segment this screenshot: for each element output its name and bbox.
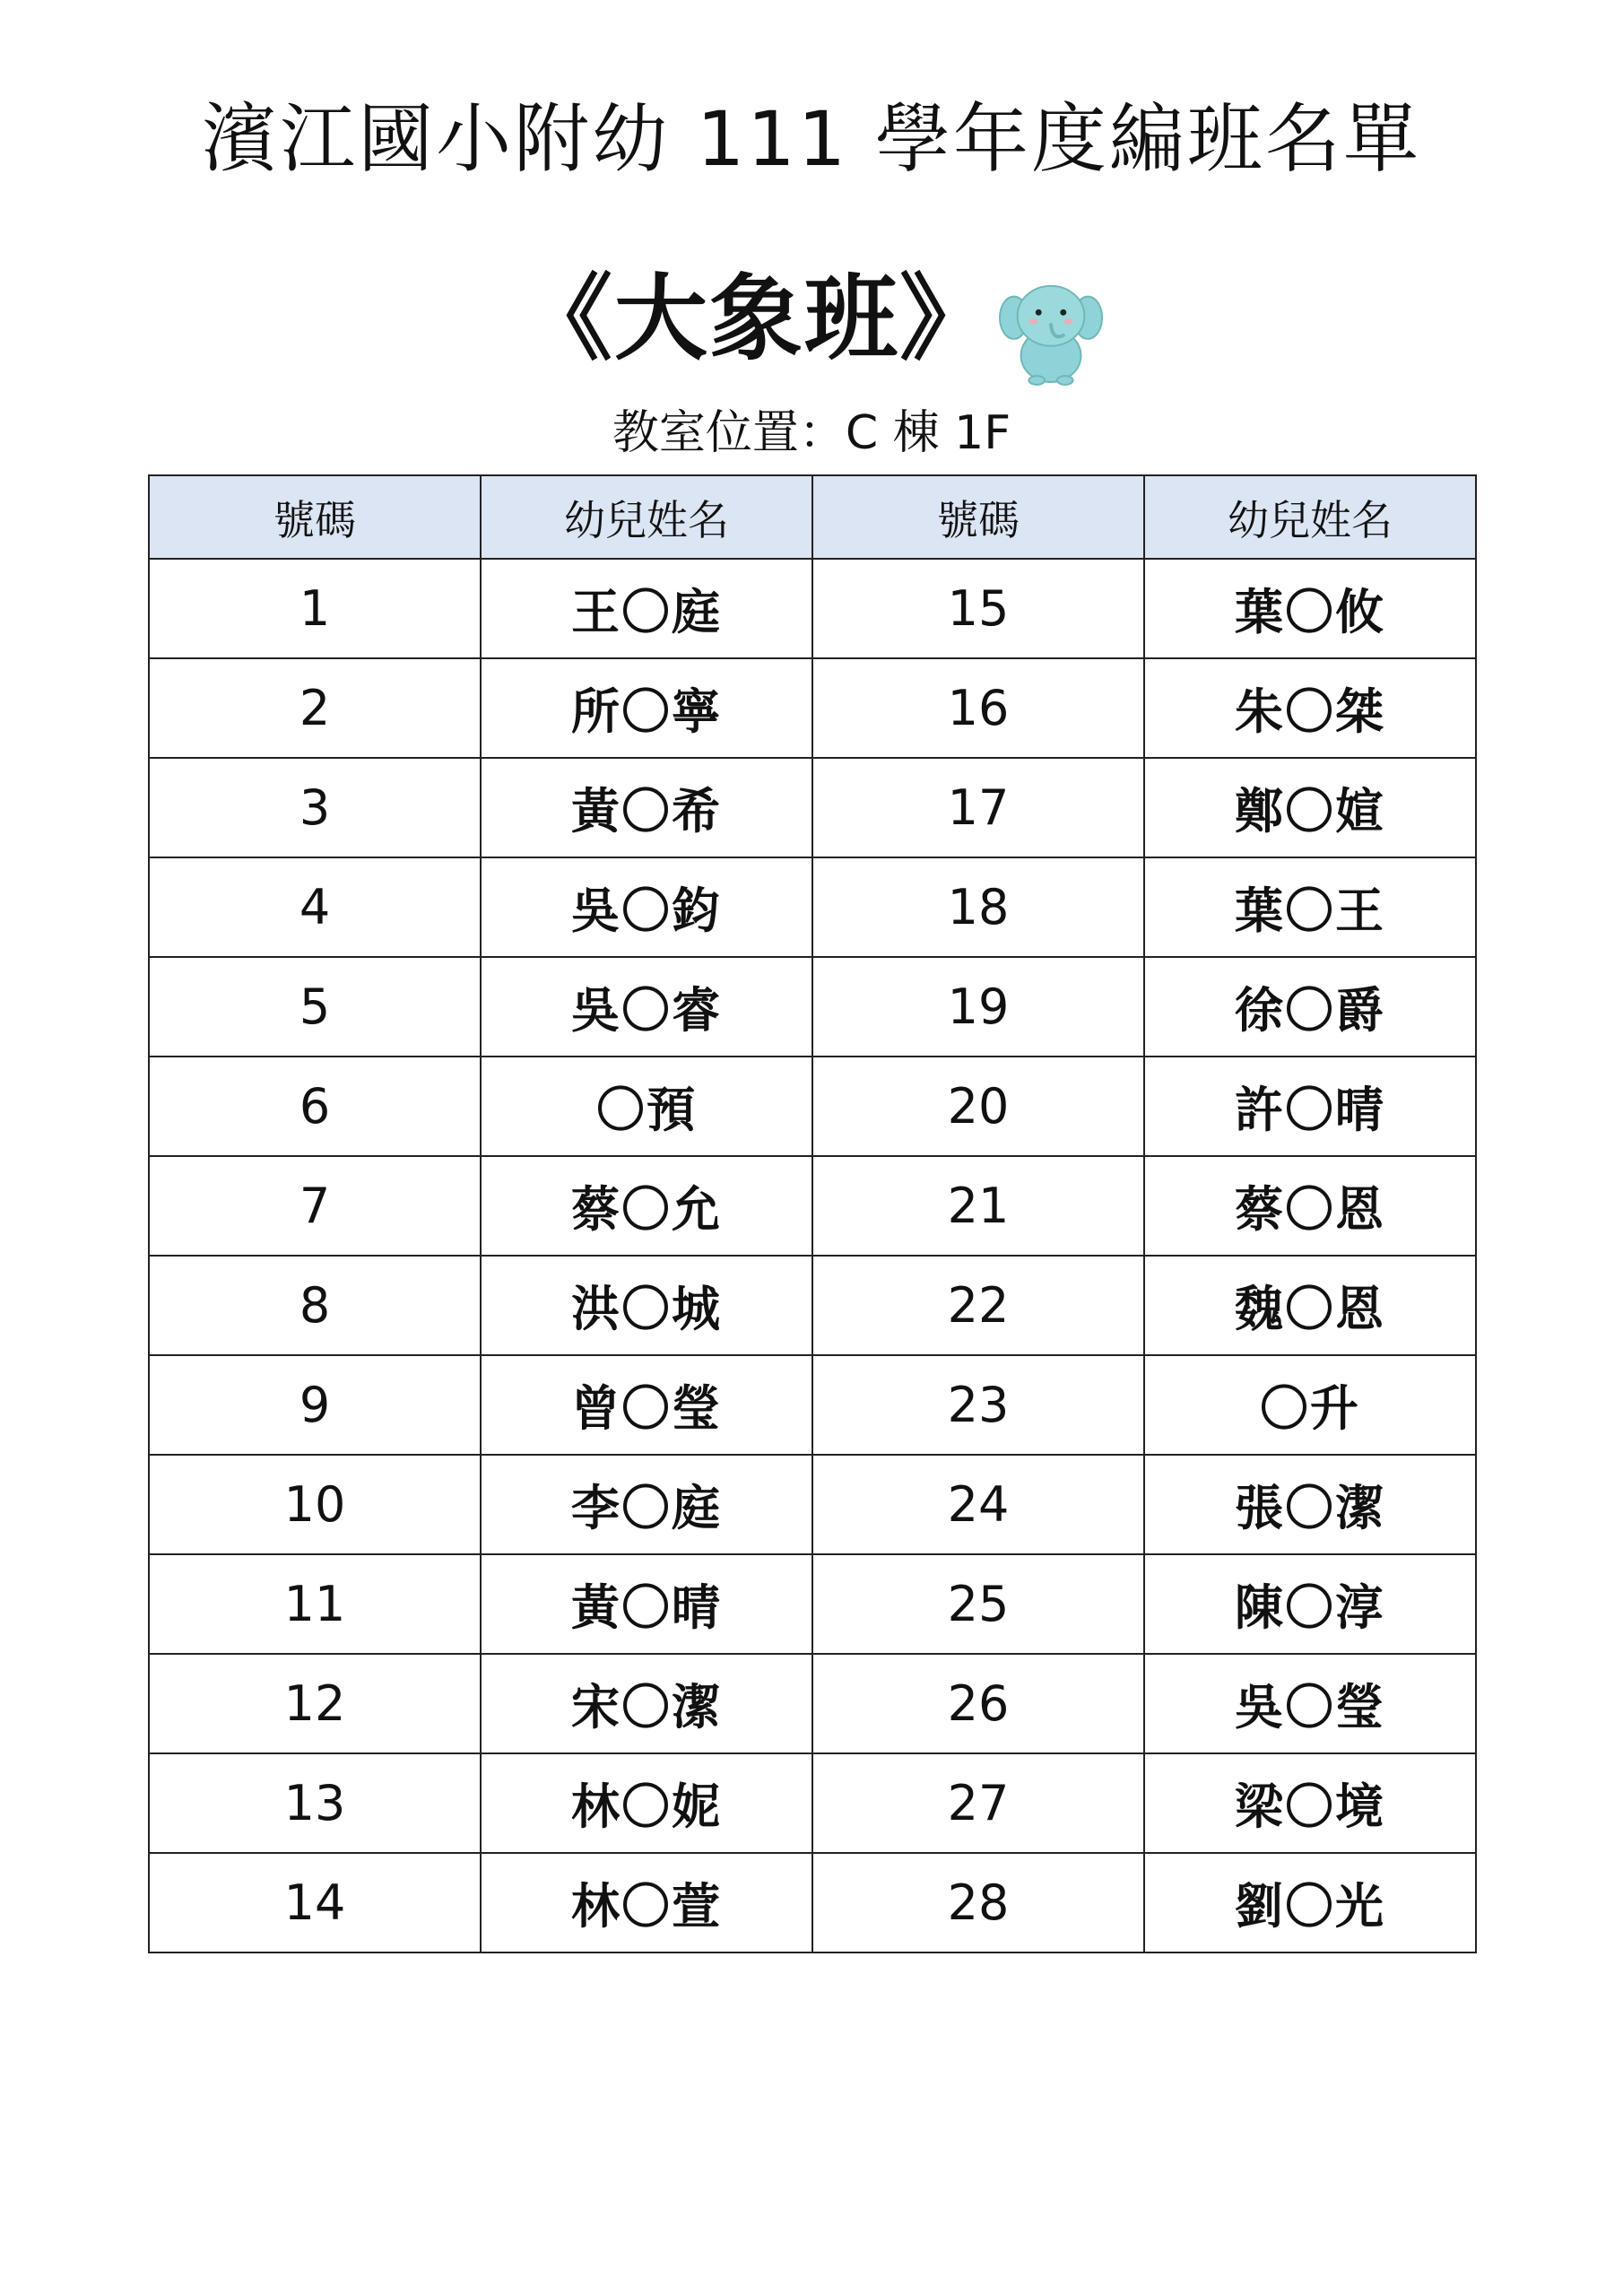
student-name: 洪〇城 [481,1256,812,1355]
student-number: 8 [149,1256,481,1355]
student-name: 鄭〇媗 [1144,758,1476,857]
student-name: 吳〇睿 [481,957,812,1057]
student-number: 12 [149,1654,481,1753]
student-number: 22 [812,1256,1144,1355]
student-number: 20 [812,1057,1144,1156]
student-name: 魏〇恩 [1144,1256,1476,1355]
header-name-right: 幼兒姓名 [1144,475,1476,559]
table-row [149,857,1476,957]
student-name: 〇預 [481,1057,812,1156]
student-number: 11 [149,1554,481,1654]
student-name: 梁〇境 [1144,1753,1476,1853]
student-number: 24 [812,1455,1144,1554]
class-name: 《大象班》 [518,264,994,373]
header-number-right: 號碼 [812,475,1144,559]
table-body [149,559,1476,1952]
student-number: 27 [812,1753,1144,1853]
student-name: 〇升 [1144,1355,1476,1455]
document-title: 濱江國小附幼 111 學年度編班名單 [202,95,1421,183]
student-name: 朱〇桀 [1144,658,1476,758]
student-number: 14 [149,1853,481,1952]
student-number: 17 [812,758,1144,857]
student-name: 李〇庭 [481,1455,812,1554]
student-number: 21 [812,1156,1144,1256]
student-name: 陳〇淳 [1144,1554,1476,1654]
student-name: 林〇萱 [481,1853,812,1952]
student-name: 葉〇攸 [1144,559,1476,658]
table-header-row [149,475,1476,559]
elephant-icon [998,272,1104,387]
student-number: 15 [812,559,1144,658]
student-number: 28 [812,1853,1144,1952]
student-number: 25 [812,1554,1144,1654]
classroom-location: 教室位置：C 棟 1F [612,406,1011,460]
student-name: 吳〇鈞 [481,857,812,957]
student-number: 5 [149,957,481,1057]
student-name: 林〇妮 [481,1753,812,1853]
student-name: 所〇寧 [481,658,812,758]
student-number: 10 [149,1455,481,1554]
student-name: 王〇庭 [481,559,812,658]
table-row [149,957,1476,1057]
student-name: 黃〇晴 [481,1554,812,1654]
student-number: 13 [149,1753,481,1853]
table-row [149,1156,1476,1256]
student-name: 蔡〇恩 [1144,1156,1476,1256]
student-number: 18 [812,857,1144,957]
table-row [149,559,1476,658]
student-name: 徐〇爵 [1144,957,1476,1057]
class-heading [0,251,1623,386]
table-row [149,1256,1476,1355]
student-number: 7 [149,1156,481,1256]
student-name: 吳〇瑩 [1144,1654,1476,1753]
student-number: 6 [149,1057,481,1156]
student-number: 4 [149,857,481,957]
student-name: 宋〇潔 [481,1654,812,1753]
table-row [149,1355,1476,1455]
student-name: 黃〇希 [481,758,812,857]
student-number: 26 [812,1654,1144,1753]
student-name: 許〇晴 [1144,1057,1476,1156]
student-name: 劉〇光 [1144,1853,1476,1952]
student-number: 16 [812,658,1144,758]
table-row [149,758,1476,857]
header-number-left: 號碼 [149,475,481,559]
student-number: 19 [812,957,1144,1057]
table-row [149,1753,1476,1853]
roster-table [148,474,1477,1953]
student-name: 張〇潔 [1144,1455,1476,1554]
header-name-left: 幼兒姓名 [481,475,812,559]
table-row [149,1654,1476,1753]
table-row [149,1554,1476,1654]
student-name: 曾〇瑩 [481,1355,812,1455]
table-row [149,1455,1476,1554]
student-name: 蔡〇允 [481,1156,812,1256]
student-number: 1 [149,559,481,658]
student-number: 3 [149,758,481,857]
table-row [149,1853,1476,1952]
student-number: 9 [149,1355,481,1455]
table-row [149,658,1476,758]
student-name: 葉〇王 [1144,857,1476,957]
student-number: 23 [812,1355,1144,1455]
table-row [149,1057,1476,1156]
student-number: 2 [149,658,481,758]
